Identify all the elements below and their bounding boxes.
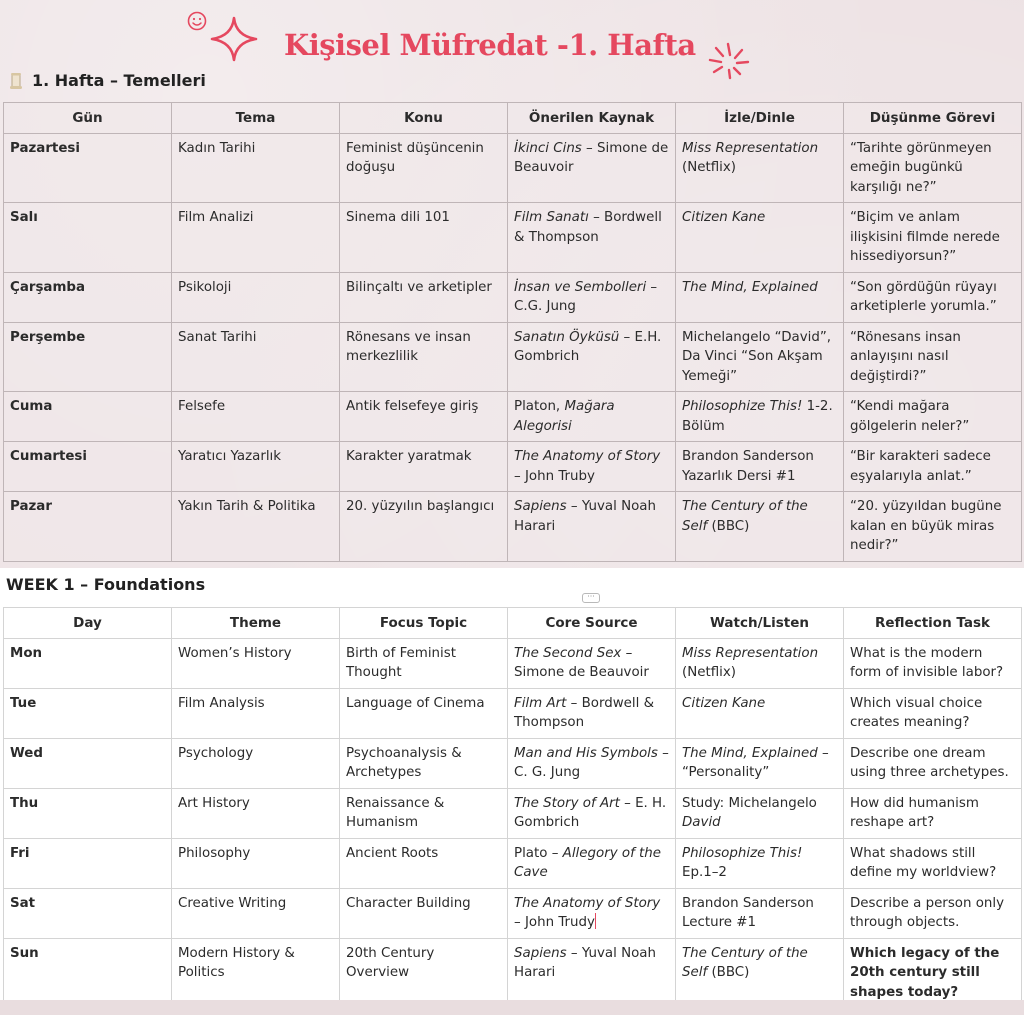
theme-cell: Psychology <box>172 738 340 788</box>
watch-title: Philosophize This! <box>682 845 803 861</box>
watch-text: Study: Michelangelo <box>682 795 817 811</box>
reflection-task-cell: “20. yüzyıldan bugüne kalan en büyük miras nedir?” <box>844 492 1022 562</box>
reflection-task-cell: Which legacy of the 20th century still shapes today? <box>844 938 1022 1008</box>
source-cell <box>508 322 676 392</box>
watch-cell <box>676 638 844 688</box>
topic-cell: Feminist düşüncenin doğuşu <box>340 133 508 203</box>
sparkle-icon <box>704 40 754 82</box>
source-title: Sanatın Öyküsü <box>514 329 620 345</box>
source-author: – C. G. Jung <box>514 745 669 780</box>
watch-note: 1-2. Bölüm <box>682 399 833 434</box>
theme-cell: Yakın Tarih & Politika <box>172 492 340 562</box>
watch-title: Philosophize This! <box>682 399 803 414</box>
source-author: – John Trudy <box>514 915 595 930</box>
table-row <box>4 392 1022 442</box>
topic-cell: Language of Cinema <box>340 688 508 738</box>
reflection-task-cell: “Rönesans insan anlayışını nasıl değiştirdi?” <box>844 322 1022 392</box>
source-cell <box>508 688 676 738</box>
table-row <box>4 738 1022 788</box>
english-curriculum-table <box>3 607 1022 1008</box>
watch-title: The Mind, Explained <box>682 745 818 761</box>
theme-cell: Creative Writing <box>172 888 340 938</box>
watch-title: Citizen Kane <box>682 695 766 711</box>
watch-note: Ep.1–2 <box>682 865 727 880</box>
turkish-section-title <box>8 71 206 90</box>
day-cell: Sat <box>4 888 172 938</box>
source-author: – Simone de Beauvoir <box>514 140 669 175</box>
watch-cell <box>676 738 844 788</box>
theme-cell: Yaratıcı Yazarlık <box>172 442 340 492</box>
day-cell: Salı <box>4 203 172 273</box>
topic-cell: Renaissance & Humanism <box>340 788 508 838</box>
watch-note: (BBC) <box>707 518 750 534</box>
watch-cell <box>676 788 844 838</box>
watch-title: The Century of the Self <box>682 945 808 980</box>
day-cell: Thu <box>4 788 172 838</box>
source-title: The Anatomy of Story <box>514 449 661 464</box>
topic-cell: Bilinçaltı ve arketipler <box>340 272 508 322</box>
day-cell: Pazar <box>4 492 172 562</box>
source-cell <box>508 272 676 322</box>
source-text: Plato – <box>514 845 563 861</box>
column-header: Gün <box>4 103 172 134</box>
watch-title: Miss Representation <box>682 140 819 156</box>
source-cell <box>508 392 676 442</box>
column-header: Önerilen Kaynak <box>508 103 676 134</box>
source-cell <box>508 442 676 492</box>
source-author: – E.H. Gombrich <box>514 329 662 364</box>
theme-cell: Film Analizi <box>172 203 340 273</box>
reflection-task-cell: Describe a person only through objects. <box>844 888 1022 938</box>
topic-cell: Ancient Roots <box>340 838 508 888</box>
day-cell: Pazartesi <box>4 133 172 203</box>
reflection-task-cell: Which visual choice creates meaning? <box>844 688 1022 738</box>
source-title: Sapiens <box>514 945 567 961</box>
watch-title: Miss Representation <box>682 645 819 661</box>
reflection-task-cell: What is the modern form of invisible labor? <box>844 638 1022 688</box>
topic-cell: 20th Century Overview <box>340 938 508 1008</box>
watch-cell <box>676 888 844 938</box>
theme-cell: Art History <box>172 788 340 838</box>
topic-cell: Psychoanalysis & Archetypes <box>340 738 508 788</box>
column-header: Konu <box>340 103 508 134</box>
source-cell <box>508 133 676 203</box>
turkish-section-title-text: 1. Hafta – Temelleri <box>32 71 206 90</box>
column-header: Düşünme Görevi <box>844 103 1022 134</box>
source-cell <box>508 838 676 888</box>
day-cell: Çarşamba <box>4 272 172 322</box>
source-title: Sapiens <box>514 499 567 514</box>
watch-cell <box>676 442 844 492</box>
scroll-icon <box>8 72 24 90</box>
column-header: Day <box>4 608 172 639</box>
source-cell <box>508 203 676 273</box>
topic-cell: Antik felsefeye giriş <box>340 392 508 442</box>
watch-text: Brandon Sanderson Yazarlık Dersi #1 <box>682 449 814 484</box>
watch-cell <box>676 688 844 738</box>
topic-cell: Birth of Feminist Thought <box>340 638 508 688</box>
watch-title: Citizen Kane <box>682 210 766 225</box>
four-point-star-icon <box>204 14 260 64</box>
source-author: – E. H. Gombrich <box>514 795 667 830</box>
watch-cell <box>676 492 844 562</box>
column-header: Theme <box>172 608 340 639</box>
source-cell <box>508 938 676 1008</box>
theme-cell: Film Analysis <box>172 688 340 738</box>
source-author: – Yuval Noah Harari <box>514 945 656 980</box>
watch-cell <box>676 133 844 203</box>
source-cell <box>508 738 676 788</box>
day-cell: Mon <box>4 638 172 688</box>
turkish-curriculum-table <box>3 102 1022 562</box>
watch-text: Michelangelo “David”, Da Vinci “Son Akşam Yemeği” <box>682 329 832 384</box>
topic-cell: Sinema dili 101 <box>340 203 508 273</box>
reflection-task-cell: How did humanism reshape art? <box>844 788 1022 838</box>
reflection-task-cell: “Bir karakteri sadece eşyalarıyla anlat.” <box>844 442 1022 492</box>
english-section-title: WEEK 1 – Foundations <box>6 575 206 594</box>
watch-note: – “Personality” <box>682 745 829 780</box>
source-cell <box>508 788 676 838</box>
table-row <box>4 442 1022 492</box>
table-row <box>4 272 1022 322</box>
source-title: The Story of Art <box>514 795 620 811</box>
bottom-strip <box>0 1000 1024 1015</box>
table-row <box>4 788 1022 838</box>
watch-cell <box>676 272 844 322</box>
table-row <box>4 133 1022 203</box>
source-cell <box>508 888 676 938</box>
source-title: İnsan ve Sembolleri <box>514 279 647 295</box>
source-text: Platon, <box>514 399 565 414</box>
source-title: Man and His Symbols <box>514 745 658 761</box>
watch-title: The Mind, Explained <box>682 279 818 295</box>
day-cell: Tue <box>4 688 172 738</box>
column-header: Reflection Task <box>844 608 1022 639</box>
table-row <box>4 322 1022 392</box>
watch-title: David <box>682 815 721 830</box>
watch-text: Brandon Sanderson Lecture #1 <box>682 895 814 930</box>
source-cell <box>508 638 676 688</box>
topic-cell: Rönesans ve insan merkezlilik <box>340 322 508 392</box>
reflection-task-cell: Describe one dream using three archetypes. <box>844 738 1022 788</box>
column-header: Core Source <box>508 608 676 639</box>
theme-cell: Sanat Tarihi <box>172 322 340 392</box>
source-author: – Bordwell & Thompson <box>514 695 655 730</box>
theme-cell: Psikoloji <box>172 272 340 322</box>
theme-cell: Felsefe <box>172 392 340 442</box>
table-row <box>4 888 1022 938</box>
table-row <box>4 838 1022 888</box>
watch-note: (Netflix) <box>682 160 737 175</box>
table-row <box>4 688 1022 738</box>
table-row <box>4 492 1022 562</box>
table-header-row <box>4 103 1022 134</box>
table-row <box>4 203 1022 273</box>
theme-cell: Kadın Tarihi <box>172 133 340 203</box>
source-author: – C.G. Jung <box>514 279 658 314</box>
page-title: Kişisel Müfredat -1. Hafta <box>284 28 696 62</box>
watch-cell <box>676 938 844 1008</box>
watch-cell <box>676 392 844 442</box>
table-row <box>4 938 1022 1008</box>
source-title: Film Art <box>514 695 567 711</box>
source-author: Simone de Beauvoir <box>514 665 649 680</box>
day-cell: Cuma <box>4 392 172 442</box>
source-title: Mağara Alegorisi <box>514 399 615 434</box>
table-header-row <box>4 608 1022 639</box>
watch-cell <box>676 322 844 392</box>
day-cell: Perşembe <box>4 322 172 392</box>
source-title: Allegory of the Cave <box>514 845 662 880</box>
day-cell: Wed <box>4 738 172 788</box>
watch-cell <box>676 838 844 888</box>
topic-cell: 20. yüzyılın başlangıcı <box>340 492 508 562</box>
column-header: Tema <box>172 103 340 134</box>
reflection-task-cell: “Son gördüğün rüyayı arketiplerle yorumla.” <box>844 272 1022 322</box>
source-title: İkinci Cins <box>514 140 582 156</box>
column-header: İzle/Dinle <box>676 103 844 134</box>
theme-cell: Modern History & Politics <box>172 938 340 1008</box>
day-cell: Cumartesi <box>4 442 172 492</box>
source-author: – Yuval Noah Harari <box>514 499 656 534</box>
watch-note: (Netflix) <box>682 665 737 680</box>
source-title: The Second Sex – <box>514 645 633 661</box>
column-header: Focus Topic <box>340 608 508 639</box>
reflection-task-cell: “Biçim ve anlam ilişkisini filmde nerede hissediyorsun?” <box>844 203 1022 273</box>
reflection-task-cell: What shadows still define my worldview? <box>844 838 1022 888</box>
reflection-task-cell: “Tarihte görünmeyen emeğin bugünkü karşılığı ne?” <box>844 133 1022 203</box>
source-author: – John Truby <box>514 468 595 484</box>
drag-handle-icon[interactable]: ··· <box>582 593 600 603</box>
watch-title: The Century of the Self <box>682 499 808 534</box>
text-cursor <box>595 913 596 929</box>
theme-cell: Women’s History <box>172 638 340 688</box>
watch-note: (BBC) <box>707 965 750 980</box>
day-cell: Fri <box>4 838 172 888</box>
topic-cell: Karakter yaratmak <box>340 442 508 492</box>
theme-cell: Philosophy <box>172 838 340 888</box>
source-cell <box>508 492 676 562</box>
topic-cell: Character Building <box>340 888 508 938</box>
table-row <box>4 638 1022 688</box>
reflection-task-cell: “Kendi mağara gölgelerin neler?” <box>844 392 1022 442</box>
day-cell: Sun <box>4 938 172 1008</box>
source-title: The Anatomy of Story <box>514 895 661 911</box>
source-author: – Bordwell & Thompson <box>514 210 662 245</box>
column-header: Watch/Listen <box>676 608 844 639</box>
source-title: Film Sanatı <box>514 210 589 225</box>
watch-cell <box>676 203 844 273</box>
